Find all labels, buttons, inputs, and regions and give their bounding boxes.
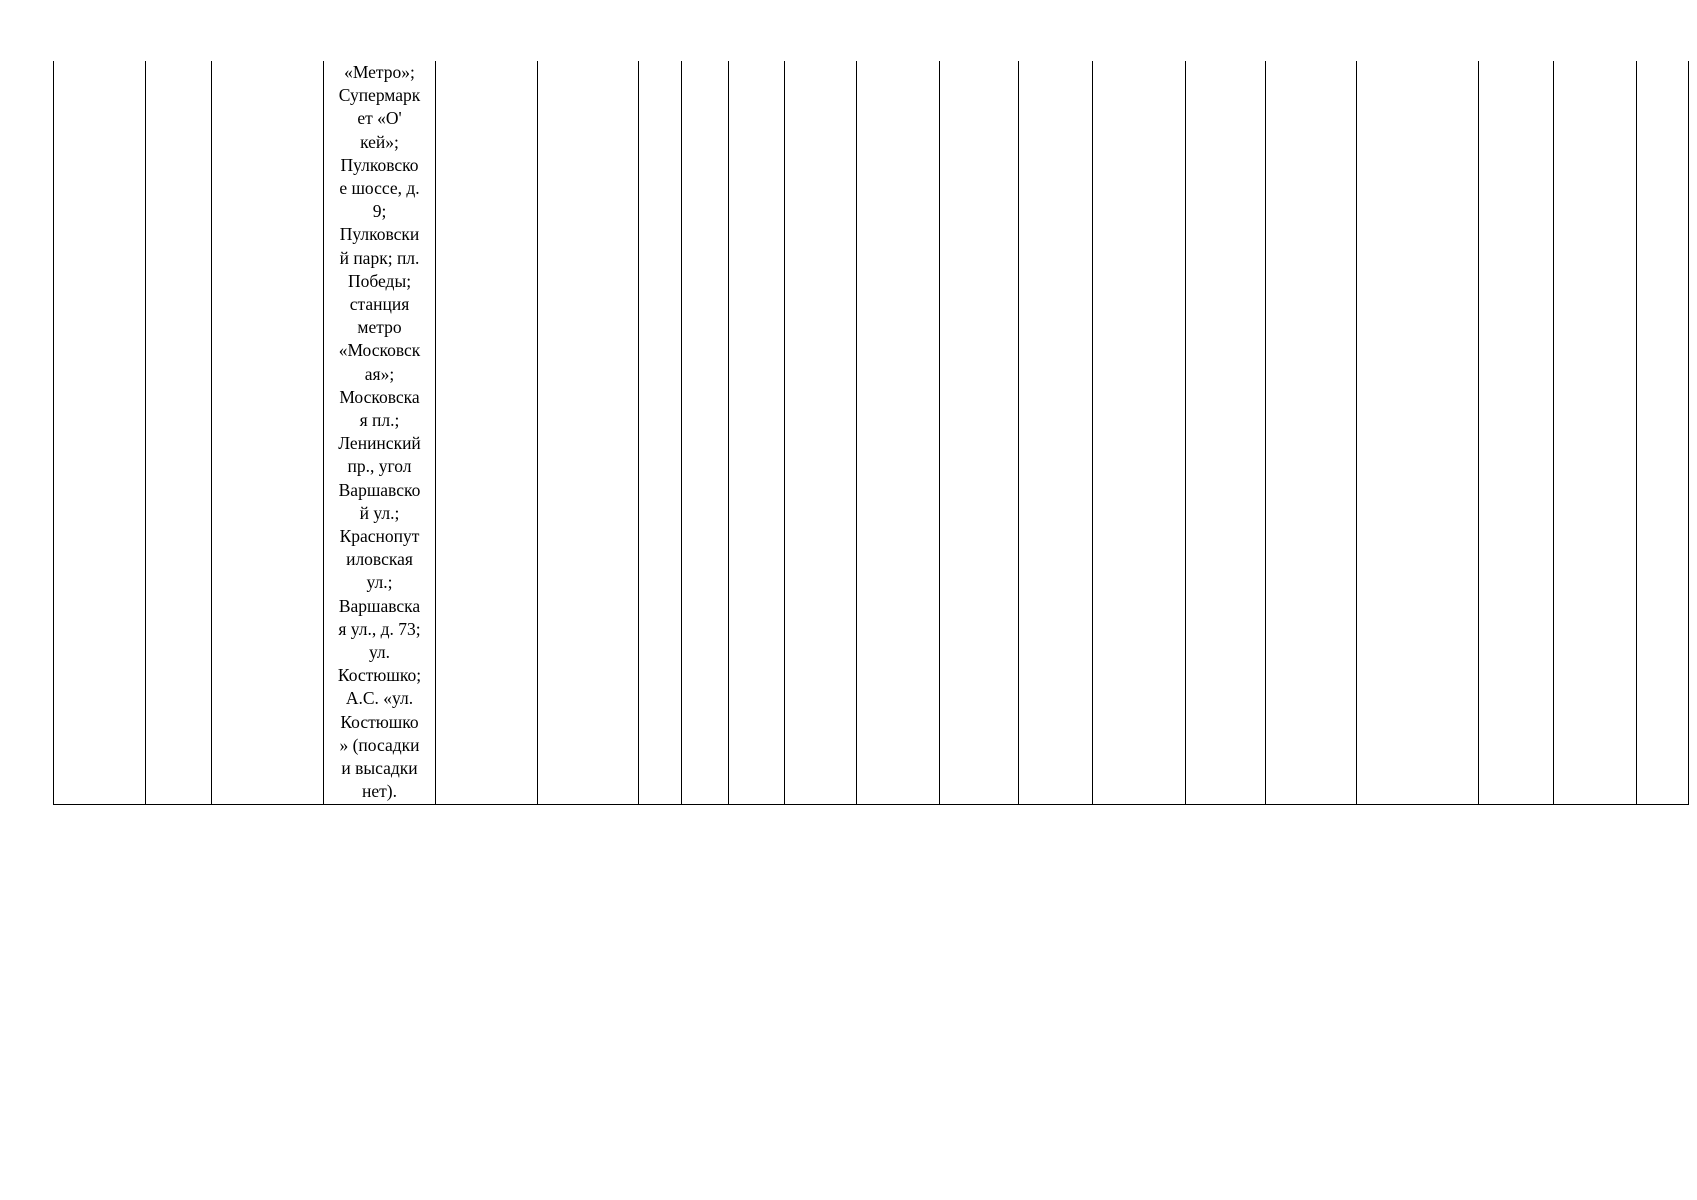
stop-line: ет «О' xyxy=(357,108,402,129)
stop-line: Ленинский xyxy=(338,433,421,454)
table-cell-col-8 xyxy=(682,61,729,804)
stop-line: Московска xyxy=(339,386,420,407)
table-cell-stops xyxy=(324,61,436,804)
table-cell-col-14 xyxy=(1093,61,1186,804)
stop-line: Пулковско xyxy=(340,154,419,175)
table-cell-col-6 xyxy=(538,61,639,804)
table-cell-col-12 xyxy=(940,61,1019,804)
stop-line: я пл.; xyxy=(359,410,400,431)
stop-line: иловская xyxy=(346,549,413,570)
stop-line: ул.; xyxy=(366,572,393,593)
stop-line: Пулковски xyxy=(339,224,420,245)
stop-line: «Метро»; xyxy=(344,62,415,82)
table-cell-col-3 xyxy=(212,61,324,804)
stop-line: А.С. «ул. xyxy=(345,688,414,709)
table-cell-col-13 xyxy=(1019,61,1093,804)
stop-line: Варшавско xyxy=(338,479,421,500)
table-cell-col-18 xyxy=(1479,61,1554,804)
table-cell-col-7 xyxy=(639,61,682,804)
table-cell-col-15 xyxy=(1186,61,1266,804)
stop-line: 9; xyxy=(372,201,387,222)
stop-line: е шоссе, д. xyxy=(339,178,420,199)
table-cell-col-2 xyxy=(146,61,212,804)
stop-line: й ул.; xyxy=(359,502,400,523)
table-cell-col-10 xyxy=(785,61,857,804)
stop-line: станция xyxy=(349,294,410,315)
stop-line: Краснопут xyxy=(339,526,420,547)
stop-line: метро xyxy=(357,317,402,338)
stop-line: и высадки xyxy=(341,758,418,779)
stop-line: й парк; пл. xyxy=(339,247,420,268)
stop-line: » (посадки xyxy=(339,734,420,755)
stop-line: ая»; xyxy=(364,363,395,384)
stop-line: Супермарк xyxy=(338,85,421,106)
stop-line: пр., угол xyxy=(347,456,412,477)
stop-line: Варшавска xyxy=(338,595,421,616)
table-cell-col-17 xyxy=(1357,61,1479,804)
stop-line: Костюшко; xyxy=(337,665,422,686)
table-row xyxy=(54,61,1689,804)
route-table xyxy=(53,61,1689,805)
stop-line: нет). xyxy=(362,781,397,802)
table-cell-col-19 xyxy=(1554,61,1637,804)
stop-line: Победы; xyxy=(347,270,412,291)
stop-line: Костюшко xyxy=(340,711,419,732)
stop-line: ул. xyxy=(368,642,391,663)
stop-line: кей»; xyxy=(360,131,399,152)
table-cell-col-11 xyxy=(857,61,940,804)
table-cell-col-5 xyxy=(436,61,538,804)
table-cell-col-20 xyxy=(1637,61,1689,804)
table-cell-col-1 xyxy=(54,61,146,804)
table-cell-col-9 xyxy=(729,61,785,804)
stop-line: «Московск xyxy=(338,340,421,361)
table-cell-col-16 xyxy=(1266,61,1357,804)
stop-line: я ул., д. 73; xyxy=(338,618,421,639)
